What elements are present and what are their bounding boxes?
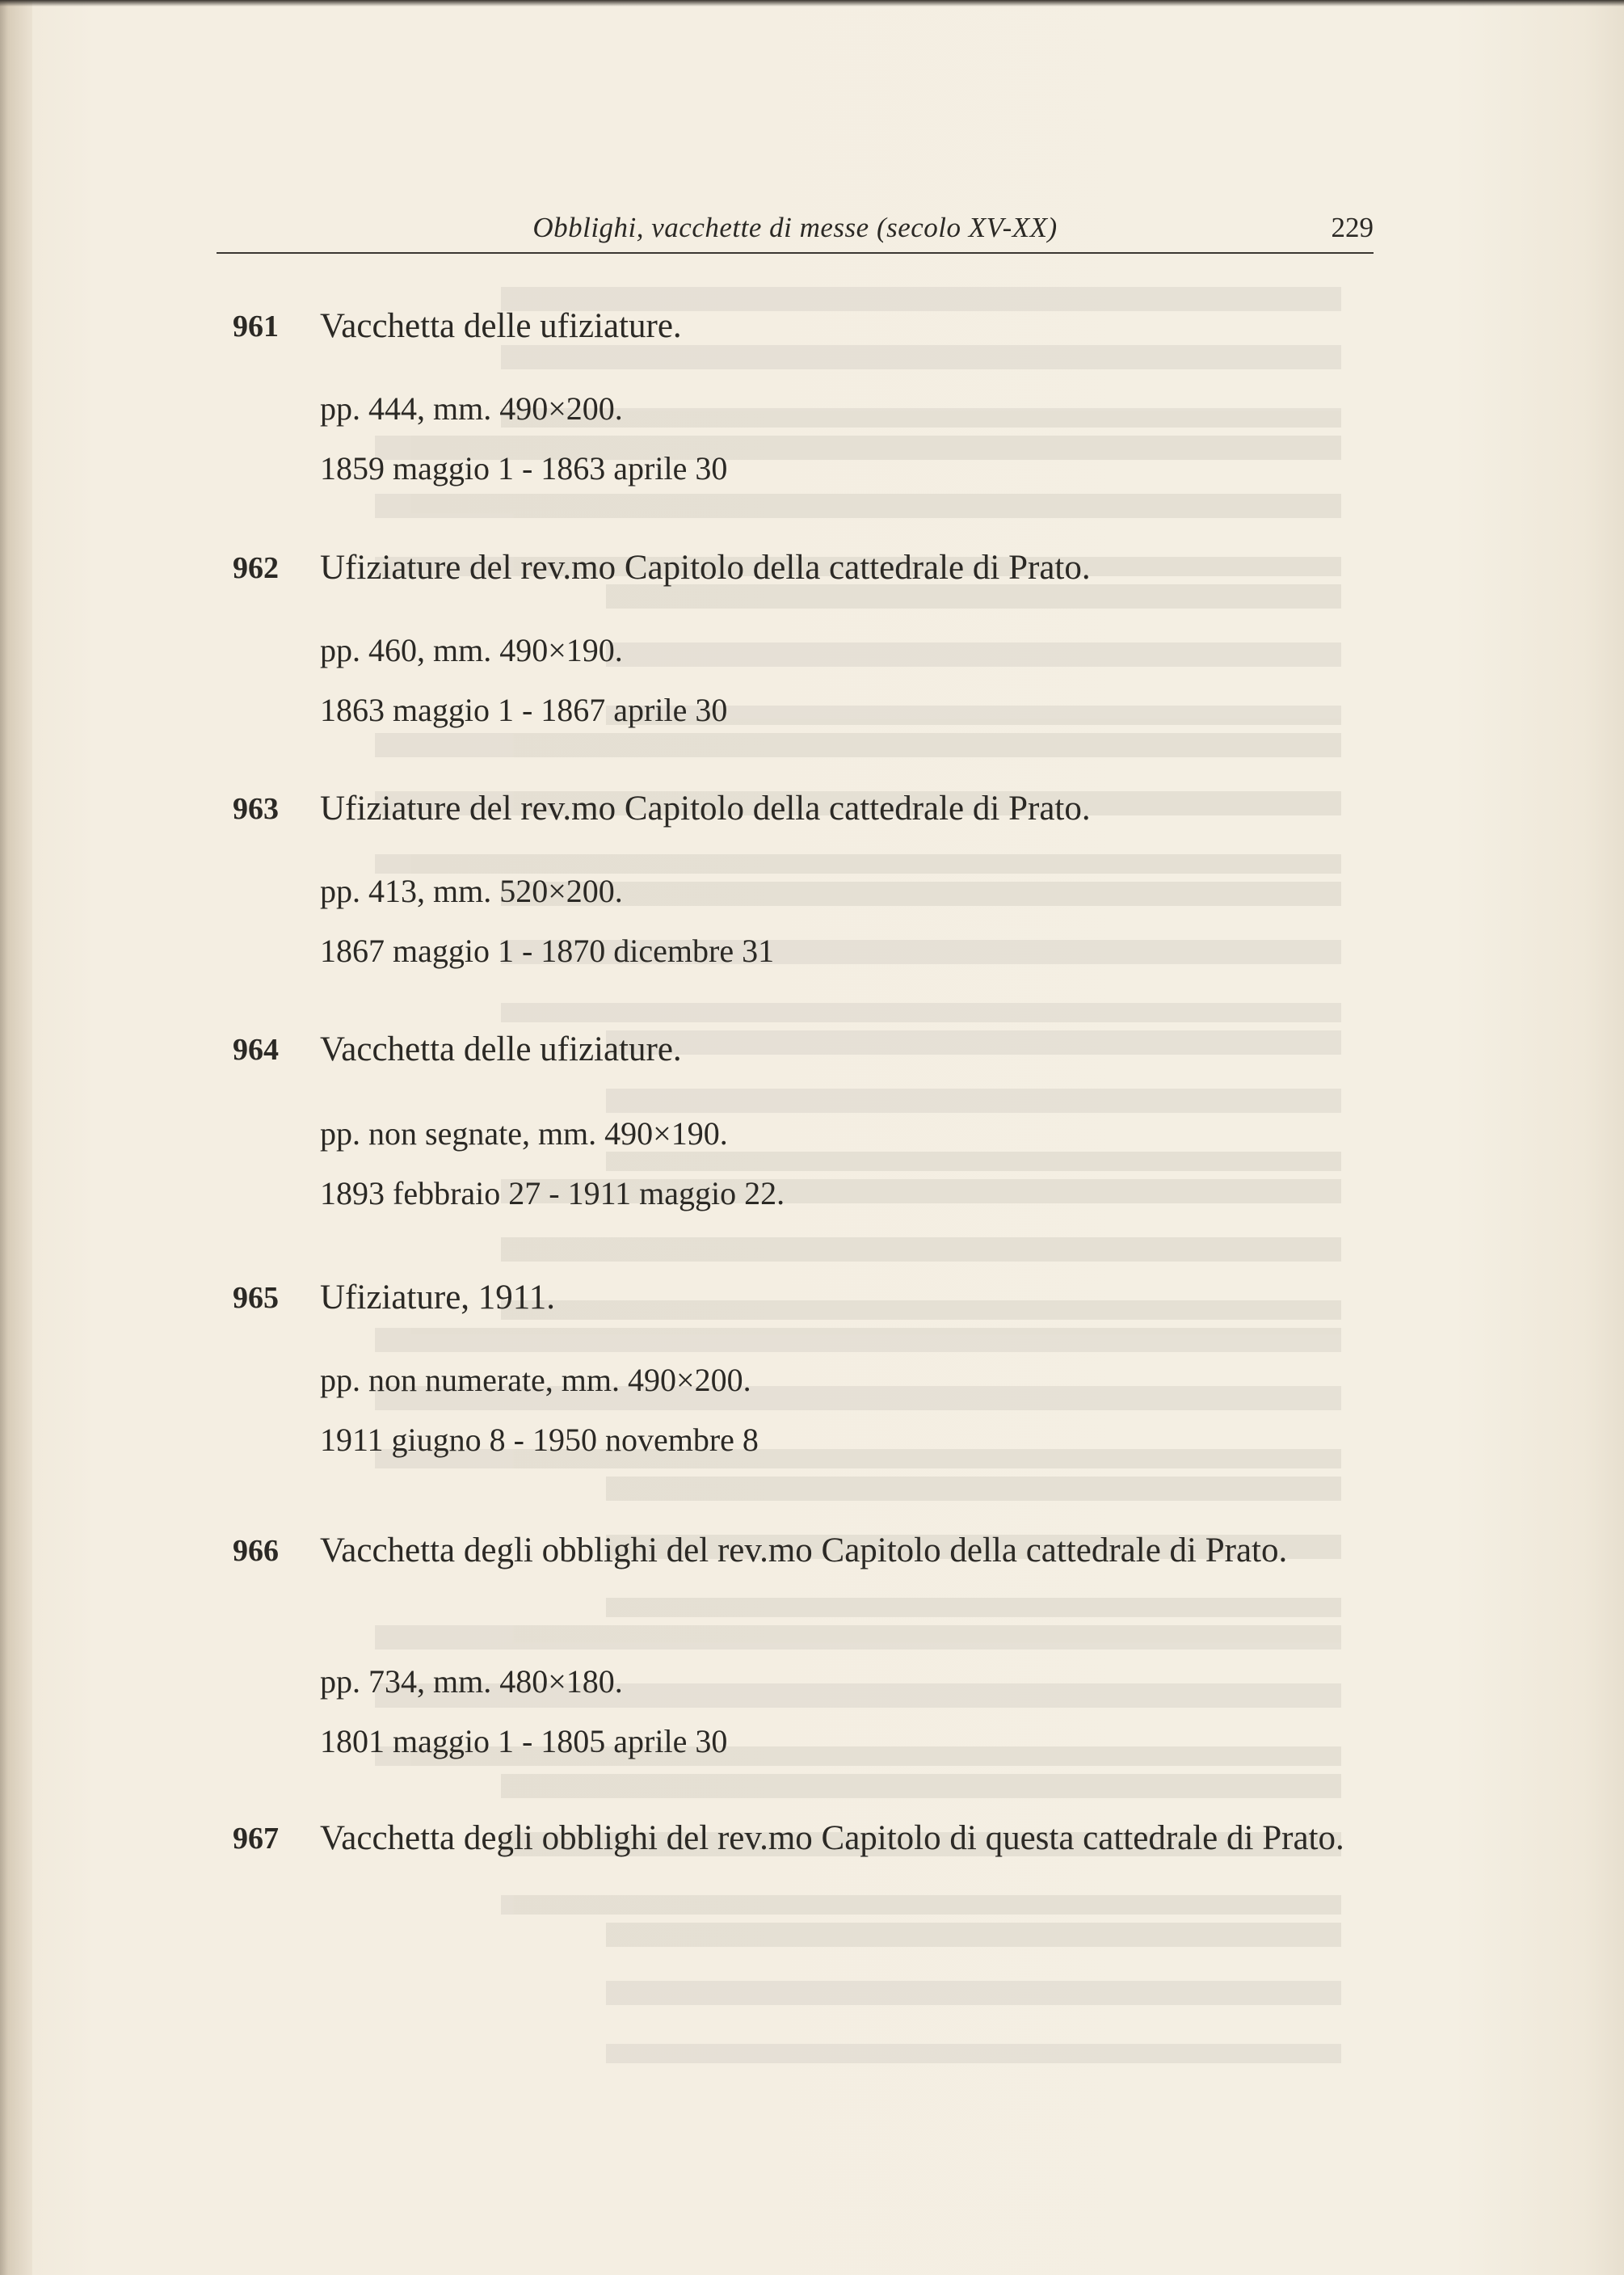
running-title: Obblighi, vacchette di messe (secolo XV-XX): [532, 212, 1058, 243]
entry-title: Vacchetta degli obblighi del rev.mo Capitolo della cattedrale di Prato.: [320, 1531, 1288, 1569]
entry-dates: 1867 maggio 1 - 1870 dicembre 31: [320, 933, 775, 969]
page-top-edge: [0, 0, 1624, 6]
entry-title: Ufiziature del rev.mo Capitolo della cattedrale di Prato.: [320, 549, 1091, 587]
entry-description: pp. 413, mm. 520×200.: [320, 873, 623, 909]
binding-shadow: [0, 0, 32, 2275]
entry-number: 961: [233, 310, 279, 343]
entry-dates: 1893 febbraio 27 - 1911 maggio 22.: [320, 1175, 785, 1211]
entry-dates: 1863 maggio 1 - 1867 aprile 30: [320, 692, 728, 728]
entry-number: 965: [233, 1281, 279, 1315]
entry-dates: 1859 maggio 1 - 1863 aprile 30: [320, 450, 728, 487]
page-number: 229: [1331, 212, 1374, 243]
entry-dates: 1801 maggio 1 - 1805 aprile 30: [320, 1723, 728, 1759]
entry-title: Vacchetta delle ufiziature.: [320, 307, 682, 345]
entry-description: pp. 444, mm. 490×200.: [320, 390, 623, 427]
page-header: [217, 212, 1374, 254]
entry-title: Ufiziature del rev.mo Capitolo della cattedrale di Prato.: [320, 790, 1091, 828]
entry-description: pp. 460, mm. 490×190.: [320, 632, 623, 668]
entry-description: pp. non segnate, mm. 490×190.: [320, 1115, 728, 1152]
entry-description: pp. 734, mm. 480×180.: [320, 1663, 623, 1700]
entry-dates: 1911 giugno 8 - 1950 novembre 8: [320, 1422, 759, 1458]
entry-number: 966: [233, 1534, 279, 1568]
entry-number: 967: [233, 1822, 279, 1856]
entry-number: 962: [233, 551, 279, 585]
entry-description: pp. non numerate, mm. 490×200.: [320, 1362, 751, 1398]
entry-title: Ufiziature, 1911.: [320, 1279, 555, 1317]
entry-number: 964: [233, 1033, 279, 1067]
entry-title: Vacchetta delle ufiziature.: [320, 1030, 682, 1068]
entry-title: Vacchetta degli obblighi del rev.mo Capitolo di questa cattedrale di Prato.: [320, 1819, 1344, 1857]
entry-number: 963: [233, 792, 279, 826]
